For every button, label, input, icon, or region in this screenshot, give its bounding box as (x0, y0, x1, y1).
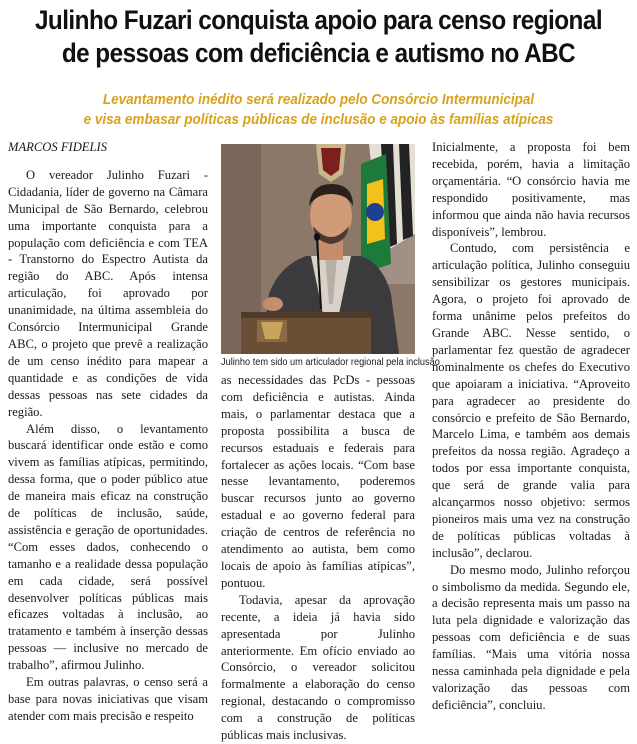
paragraph: Todavia, apesar da aprovação recente, a ideia já havia sido apresentada por Julinho anteriormente. Em ofício enviado ao Consórcio, o vereador solicitou formalmente a elaboração do censo regional, destacando o compromisso com a construção de políticas públicas mais inclusivas. (221, 592, 415, 743)
speaker-at-podium-photo (221, 144, 415, 354)
paragraph: Do mesmo modo, Julinho reforçou o simbolismo da medida. Segundo ele, a decisão representa mais um passo na luta pela dignidade e valorização das pessoas com deficiência e de suas famílias. “Mais uma vitória nossa nessa caminhada pela dignidade e pela valorização das pessoas com deficiência”, concluiu. (432, 562, 630, 712)
subheadline-line-2: e visa embasar políticas públicas de inclusão e apoio às famílias atípicas (83, 111, 554, 128)
photo-caption: Julinho tem sido um articulador regional pela inclusão (221, 357, 440, 368)
paragraph: Em outras palavras, o censo será a base para novas iniciativas que visam atender com mais precisão e respeito (8, 675, 208, 723)
paragraph: O vereador Julinho Fuzari - Cidadania, líder de governo na Câmara Municipal de São Bernardo, celebrou uma importante conquista para a população com deficiência e com TEA - Transtorno do Espectro Autista da região do ABC. Após intensa articulação, foi aprovado por unanimidade, na última assembleia do Consórcio Intermunicipal Grande ABC, o projeto que prevê a realização de um censo inédito para mapear a quantidade e as condições de vida dessas pessoas nas sete cidades da região. (8, 167, 208, 419)
paragraph: Contudo, com persistência e articulação política, Julinho conseguiu sensibilizar os gestores municipais. Agora, o projeto foi aprovado de forma unânime pelos prefeitos do Grande ABC. Nesse sentido, o parlamentar fez questão de agradecer nominalmente os chefes do Executivo que apoiaram a iniciativa. “Aproveito para agradecer ao presidente do consórcio e prefeito de São Bernardo, Marcelo Lima, e também aos demais prefeitos da nossa região. Agradeço a todos por essa importante conquista, que será de grande valia para alcançarmos nosso objetivo: sermos pioneiros mais uma vez na construção de políticas públicas voltadas à inclusão”, declarou. (432, 241, 630, 560)
paragraph: Inicialmente, a proposta foi bem recebida, porém, havia a limitação orçamentária. “O consórcio havia me respondido positivamente, mas informou que ainda não havia recursos disponíveis”, lembrou. (432, 140, 630, 239)
article-column-1 (8, 139, 208, 725)
subheadline-line-1: Levantamento inédito será realizado pelo Consórcio Intermunicipal (102, 91, 535, 108)
headline (32, 4, 605, 70)
subheadline (32, 90, 605, 130)
byline: MARCOS FIDELIS (8, 140, 107, 154)
headline-line-2: de pessoas com deficiência e autismo no ABC (61, 38, 576, 68)
article-photo (221, 144, 415, 354)
paragraph: as necessidades das PcDs - pessoas com deficiência e autistas. Ainda mais, o parlamentar destaca que a proposta possibilita a busca de recursos estaduais e federais para fortalecer as ações locais. “Com base nesse levantamento, poderemos buscar recursos junto ao governo estadual e ao governo federal para criação de centros de referência no atendimento ao autista, bem como locais de apoio às famílias atípicas”, pontuou. (221, 373, 415, 590)
headline-line-1: Julinho Fuzari conquista apoio para censo regional (34, 5, 603, 35)
paragraph: Além disso, o levantamento buscará identificar onde estão e como vivem as famílias atípicas, permitindo, dessa forma, que o poder público atue de maneira mais eficaz na construção de políticas de inclusão, saúde, assistência e geração de oportunidades. “Com esses dados, conhecendo o tamanho e a realidade dessa população em cada cidade, será possível desenvolver políticas públicas mais eficazes voltadas à inclusão, ao tratamento e também à inserção dessas pessoas — inclusive no mercado de trabalho”, afirmou Julinho. (8, 421, 208, 673)
article-column-2 (221, 372, 415, 744)
article-column-3 (432, 139, 630, 714)
